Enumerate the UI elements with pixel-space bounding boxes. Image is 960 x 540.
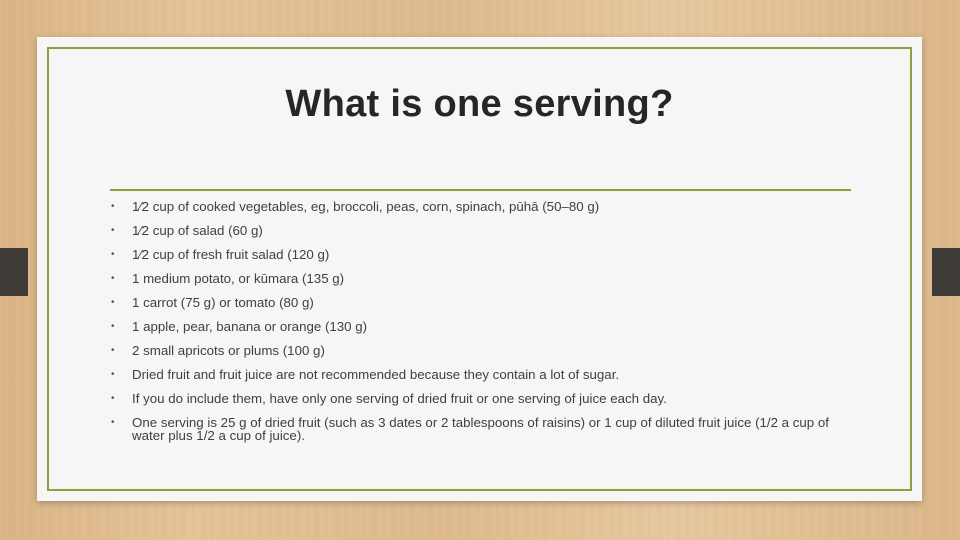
list-item xyxy=(109,201,849,214)
list-item-text: 1⁄2 cup of fresh fruit salad (120 g) xyxy=(132,247,330,262)
list-item xyxy=(109,393,849,406)
list-item-text: 1 medium potato, or kūmara (135 g) xyxy=(132,271,345,286)
list-item-text: 1⁄2 cup of cooked vegetables, eg, broccoli, peas, corn, spinach, pūhā (50–80 g) xyxy=(132,199,600,214)
bullet-icon: • xyxy=(111,321,115,332)
bullet-icon: • xyxy=(111,369,115,380)
bullet-icon: • xyxy=(111,417,115,428)
list-item-text: 1 apple, pear, banana or orange (130 g) xyxy=(132,319,368,334)
list-item-text: Dried fruit and fruit juice are not recommended because they contain a lot of sugar. xyxy=(132,367,620,382)
list-item xyxy=(109,273,849,286)
bullet-icon: • xyxy=(111,249,115,260)
list-item xyxy=(109,417,849,442)
left-edge-tab xyxy=(0,248,28,296)
list-item-text: One serving is 25 g of dried fruit (such as 3 dates or 2 tablespoons of raisins) or 1 cup of diluted fruit juice (1/2 a cup of water plus 1/2 a cup of juice). xyxy=(132,415,829,443)
right-edge-tab xyxy=(932,248,960,296)
list-item-text: If you do include them, have only one serving of dried fruit or one serving of juice each day. xyxy=(132,391,667,406)
bullet-list xyxy=(109,201,849,454)
list-item xyxy=(109,225,849,238)
bullet-icon: • xyxy=(111,345,115,356)
title-divider xyxy=(110,189,851,191)
bullet-icon: • xyxy=(111,201,115,212)
list-item xyxy=(109,345,849,358)
bullet-icon: • xyxy=(111,225,115,236)
slide-title: What is one serving? xyxy=(285,83,674,125)
bullet-icon: • xyxy=(111,297,115,308)
list-item xyxy=(109,369,849,382)
list-item-text: 1⁄2 cup of salad (60 g) xyxy=(132,223,263,238)
list-item xyxy=(109,297,849,310)
list-item-text: 1 carrot (75 g) or tomato (80 g) xyxy=(132,295,314,310)
slide-card xyxy=(37,37,922,501)
list-item xyxy=(109,321,849,334)
bullet-icon: • xyxy=(111,273,115,284)
list-item xyxy=(109,249,849,262)
list-item-text: 2 small apricots or plums (100 g) xyxy=(132,343,325,358)
bullet-icon: • xyxy=(111,393,115,404)
